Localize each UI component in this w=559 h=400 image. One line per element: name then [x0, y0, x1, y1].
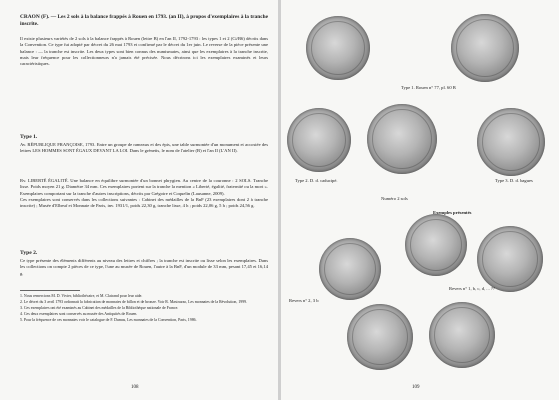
caption-mid-center: Numéro 2 sols: [381, 196, 408, 201]
type2-paragraph: Ce type présente des éléments différents au niveau des lettres et chiffres ; la tranche est inscrite ou lisse selon les exemplaires. Dans les collections on compte 2 pièces de ce type, l'une au musée de Rouen, l'autre à la BnF, d'un module de 33 mm, pesant 17,45 et 16,14 g.: [20, 258, 268, 276]
footnote: 5. Pour la fréquence de ces monnaies voir le catalogue de F. Dumas, Les monnaies de la Convention, Paris, 1986.: [20, 317, 197, 322]
coin-image: [347, 304, 413, 370]
footnote-rule: [20, 290, 80, 291]
coin-image: [287, 108, 351, 172]
coin-image: [405, 214, 467, 276]
intro-paragraph: Il existe plusieurs variétés de 2 sols à la balance frappés à Rouen (lettre B) en l'an II, 1792-1793 : les types 1 et 2 (Ci/B6) décrits dans la Convention. Ce type fut adopté par décret du 26 mai 1793 et confirmé par le décret du 1er juin. Le reverse de la pièce présente une balance : — la tranche est inscrite. Les deux types sont bien connus des numismates, ainsi que les exemplaires à la tranche inscrite, mais leur fréquence pour les collectionneurs n'a jamais été précisée. Nous décrirons ici les exemplaires examinés et leurs caractéristiques.: [20, 36, 268, 67]
type1-heading: Type 1.: [20, 134, 38, 140]
footnote: 3. Ces exemplaires ont été examinés au Cabinet des médailles de la Bibliothèque nationale de France.: [20, 305, 179, 310]
type1-paragraph-2: [20, 178, 268, 209]
footnote: 1. Nous remercions M. D. Vivier, bibliothécaire, et M. Clairand pour leur aide.: [20, 294, 143, 298]
caption-lower-left: Revers n° 2, 3 b: [289, 298, 319, 303]
coin-image: [306, 16, 370, 80]
footnote: 2. Le décret du 3 avril 1793 ordonnait la fabrication de monnaies de billon et de bronze. Voir R. Mastruzzo, Les monnaies de la Révolution, 1999.: [20, 299, 248, 304]
right-page: [281, 0, 559, 400]
type1-paragraph-3: Ces exemplaires sont conservés dans les collections suivantes : Cabinet des médailles de la BnF (23 exemplaires dont 2 à tranche inscrite) ; Musée d'Elbeuf et Monnaie de Paris, inv. 1931/1, poids 22,30 g, tranche lisse, 4 h ; poids 22,06 g, 5 h ; poids 24,56 g.: [20, 196, 268, 209]
coin-image: [429, 302, 495, 368]
type1-paragraph-2a: Rv. LIBERTÉ ÉGALITÉ. Une balance en équilibre surmontée d'un bonnet phrygien. Au centre de la couronne : 2 SOLS. Tranche lisse. Poids moyen 21 g. Diamètre 34 mm. Ces exemplaires portent sur la tranche la mention « Liberté, égalité, fraternité ou la mort ». Exemplaires comportant sur la tranche d'autres inscriptions, décrits par Grégoire et Coquelin (Lausanne, 2009).: [20, 178, 268, 196]
article-title: CRAON (F). — Les 2 sols à la balance frappés à Rouen en 1793. (an II), à propos d'exemplaires à la tranche inscrite.: [20, 14, 268, 27]
page-number-left: 108: [131, 385, 139, 390]
coin-image: [367, 104, 437, 174]
type1-paragraph-1: Av. RÉPUBLIQUE FRANÇOISE, 1793. Entre un groupe de rameaux et des épis, une table surmontée d'un monument et accostée des lettres LES HOMMES SONT ÉGAUX DEVANT LA LOI. Dans le grènetis, le nom de l'atelier (B) et l'an II (L'AN II).: [20, 142, 268, 154]
coin-image: [451, 14, 519, 82]
caption-group-heading: Exemples présentés: [433, 210, 472, 215]
type2-heading: Type 2.: [20, 250, 38, 256]
caption-lower-right: Revers n° 1, b, c, d, ... ??: [449, 286, 495, 291]
caption-mid-right: Type 3. D. d. bagues: [495, 178, 533, 183]
page-number-right: 109: [412, 385, 420, 390]
caption-mid-left: Type 2. D. d. caducipé.: [295, 178, 338, 183]
footnote: 4. Ces deux exemplaires sont conservés au musée des Antiquités de Rouen.: [20, 311, 138, 316]
caption-top: Type 1. Rouen n° 77, pl. 60 B: [401, 85, 456, 90]
coin-image: [319, 238, 381, 300]
coin-image: [477, 226, 543, 292]
coin-image: [477, 108, 545, 176]
left-page: [0, 0, 278, 400]
footnotes: [20, 294, 268, 324]
